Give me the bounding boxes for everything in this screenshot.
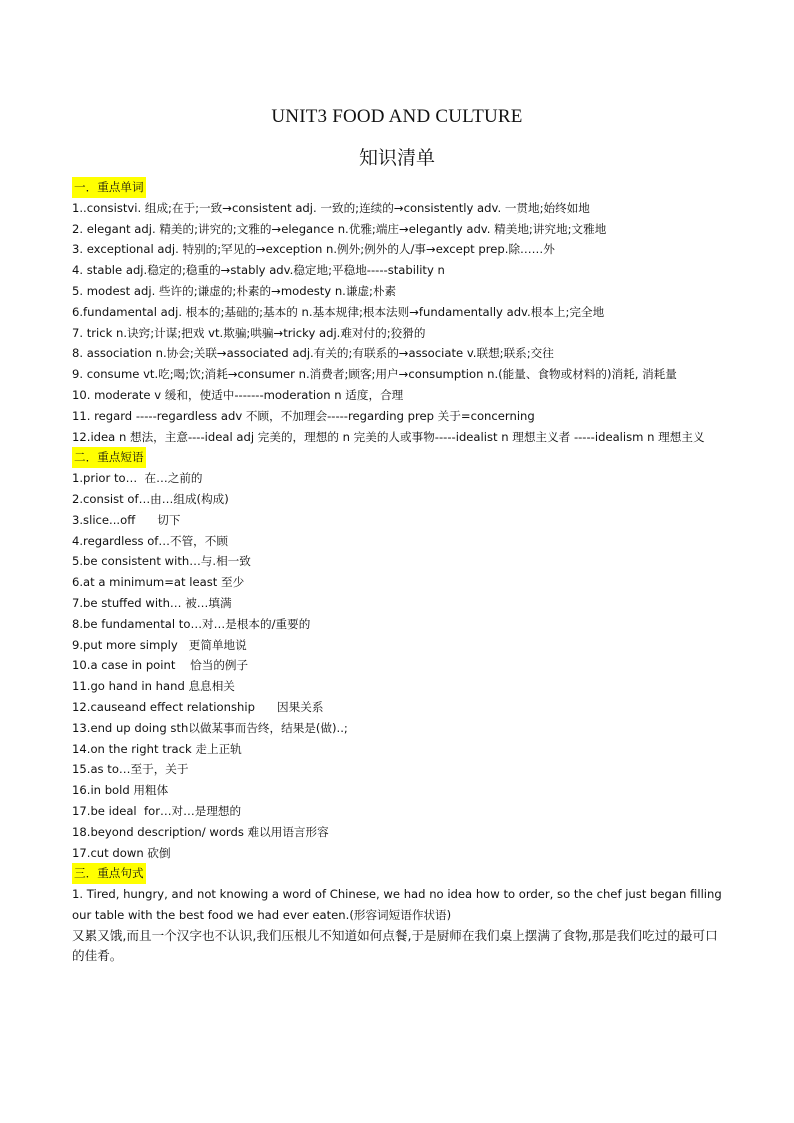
list-item: 11. regard -----regardless adv 不顾，不加理会-----regarding prep 关于=concerning	[72, 408, 535, 423]
list-item: 2.consist of…由…组成(构成)	[72, 491, 229, 506]
section-heading-words: 一．重点单词	[72, 177, 146, 198]
list-item: 8. association n.协会;关联→associated adj.有关的;有联系的→associate v.联想;联系;交往	[72, 346, 554, 361]
list-item: 17.cut down 砍倒	[72, 845, 171, 860]
list-item: 13.end up doing sth以做某事而告终，结果是(做)..;	[72, 720, 348, 735]
section-heading-phrases: 二．重点短语	[72, 447, 146, 468]
document-title: UNIT3 FOOD AND CULTURE	[271, 106, 523, 127]
list-item: 9. consume vt.吃;喝;饮;消耗→consumer n.消费者;顾客;用户→consumption n.(能量、食物或材料的)消耗, 消耗量	[72, 367, 677, 382]
list-item: 17.be ideal for…对…是理想的	[72, 803, 242, 818]
list-item: 1..consistvi. 组成;在于;一致→consistent adj. 一致的;连续的→consistently adv. 一贯地;始终如地	[72, 200, 590, 215]
list-item: 12.causeand effect relationship 因果关系	[72, 699, 324, 714]
list-item: 10.a case in point 恰当的例子	[72, 658, 249, 673]
list-item: 3. exceptional adj. 特别的;罕见的→exception n.例外;例外的人/事→except prep.除……外	[72, 242, 555, 257]
document-subtitle: 知识清单	[358, 147, 435, 169]
list-item: 14.on the right track 走上正轨	[72, 741, 242, 756]
list-item: 11.go hand in hand 息息相关	[72, 679, 235, 694]
document-body	[72, 177, 722, 967]
list-item: 又累又饿,而且一个汉字也不认识,我们压根儿不知道如何点餐,于是厨师在我们桌上摆满了食物,那是我们吃过的最可口的佳肴。	[72, 927, 718, 964]
list-item: 18.beyond description/ words 难以用语言形容	[72, 824, 329, 839]
list-item: 4. stable adj.稳定的;稳重的→stably adv.稳定地;平稳地-----stability n	[72, 263, 445, 278]
section-heading-sentences: 三．重点句式	[72, 863, 146, 884]
list-item: 1. Tired, hungry, and not knowing a word of Chinese, we had no idea how to order, so the chef just began filling our table with the best food we had ever eaten.(形容词短语作状语)	[72, 887, 722, 922]
list-item: 1.prior to… 在…之前的	[72, 471, 203, 486]
list-item: 5. modest adj. 些许的;谦虚的;朴素的→modesty n.谦虚;朴素	[72, 283, 397, 298]
list-item: 8.be fundamental to…对…是根本的/重要的	[72, 616, 311, 631]
list-item: 7.be stuffed with… 被…填满	[72, 595, 232, 610]
list-item: 12.idea n 想法，主意----ideal adj 完美的，理想的 n 完美的人或事物-----idealist n 理想主义者 -----idealism n 理想主义	[72, 429, 705, 444]
list-item: 10. moderate v 缓和，使适中-------moderation n 适度，合理	[72, 387, 404, 402]
list-item: 9.put more simply 更简单地说	[72, 637, 247, 652]
list-item: 16.in bold 用粗体	[72, 783, 169, 798]
list-item: 2. elegant adj. 精美的;讲究的;文雅的→elegance n.优雅;端庄→elegantly adv. 精美地;讲究地;文雅地	[72, 221, 607, 236]
list-item: 6.fundamental adj. 根本的;基础的;基本的 n.基本规律;根本法则→fundamentally adv.根本上;完全地	[72, 304, 605, 319]
list-item: 15.as to…至于，关于	[72, 762, 189, 777]
list-item: 3.slice...off 切下	[72, 512, 181, 527]
list-item: 6.at a minimum=at least 至少	[72, 575, 245, 590]
list-item: 5.be consistent with…与.相一致	[72, 554, 251, 569]
list-item: 4.regardless of…不管，不顾	[72, 533, 228, 548]
list-item: 7. trick n.诀窍;计谋;把戏 vt.欺骗;哄骗→tricky adj.难对付的;狡猾的	[72, 325, 426, 340]
